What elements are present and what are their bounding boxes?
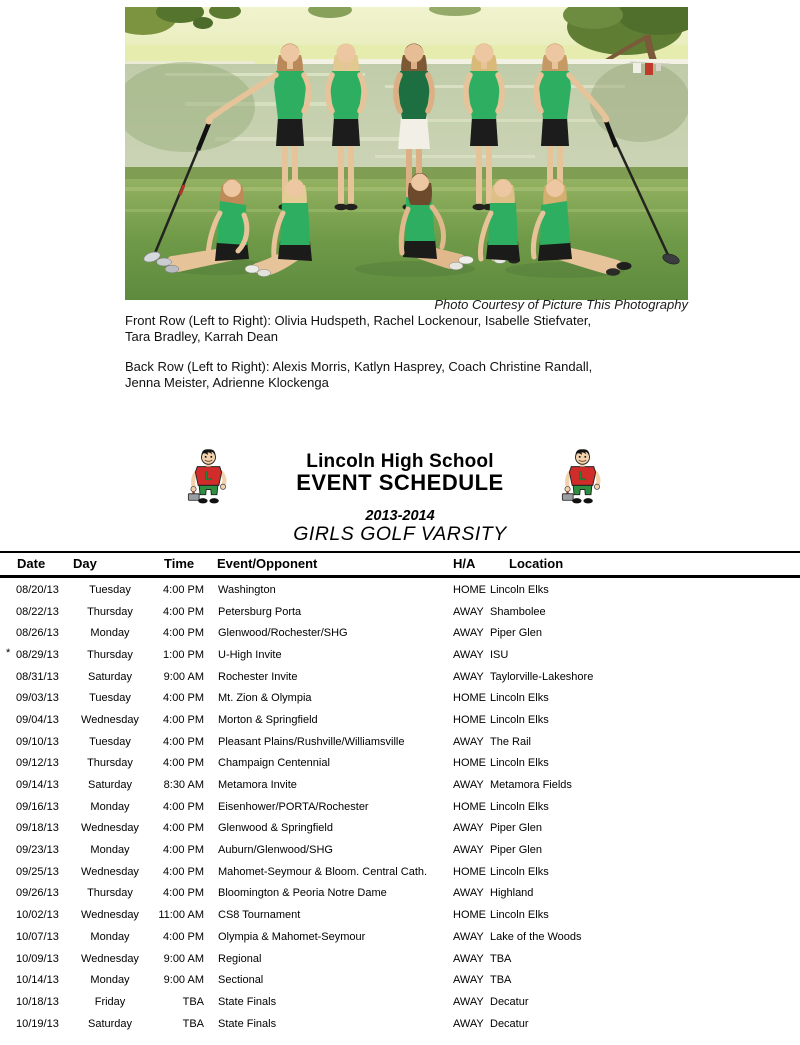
row-time: 4:00 PM <box>163 605 204 618</box>
row-date: 09/03/13 <box>16 692 59 705</box>
row-time: 9:00 AM <box>163 974 204 987</box>
row-location: The Rail <box>490 735 531 748</box>
row-event: State Finals <box>218 995 277 1008</box>
row-time: 4:00 PM <box>163 887 204 900</box>
column-header-date: Date <box>17 556 46 571</box>
column-header-day: Day <box>73 556 97 571</box>
table-row <box>0 904 800 926</box>
row-time: 9:00 AM <box>163 670 204 683</box>
table-row <box>0 818 800 840</box>
season-label: 2013-2014 <box>365 508 435 524</box>
row-event: State Finals <box>218 1017 277 1030</box>
row-date: 10/09/13 <box>16 952 59 965</box>
row-home-away: HOME <box>453 713 486 726</box>
row-location: Lincoln Elks <box>490 713 549 726</box>
table-row <box>0 926 800 948</box>
row-date: 10/19/13 <box>16 1017 59 1030</box>
row-time: 4:00 PM <box>163 627 204 640</box>
row-date: 09/04/13 <box>16 713 59 726</box>
row-day: Tuesday <box>89 583 131 596</box>
row-location: TBA <box>490 974 512 987</box>
row-event: Bloomington & Peoria Notre Dame <box>218 887 387 900</box>
row-day: Thursday <box>87 887 133 900</box>
row-home-away: AWAY <box>453 822 484 835</box>
row-location: Lincoln Elks <box>490 757 549 770</box>
column-header-ha: H/A <box>453 556 476 571</box>
row-date: 08/26/13 <box>16 627 59 640</box>
column-header-location: Location <box>509 556 564 571</box>
row-home-away: HOME <box>453 909 486 922</box>
row-day: Tuesday <box>89 735 131 748</box>
row-time: 4:00 PM <box>163 713 204 726</box>
row-home-away: HOME <box>453 865 486 878</box>
table-row <box>0 601 800 623</box>
row-day: Wednesday <box>81 713 139 726</box>
row-day: Thursday <box>87 757 133 770</box>
team-photo <box>125 7 688 300</box>
row-location: Shambolee <box>490 605 546 618</box>
row-home-away: AWAY <box>453 887 484 900</box>
table-row <box>0 883 800 905</box>
back-row-line2: Jenna Meister, Adrienne Klockenga <box>125 375 329 390</box>
table-row <box>0 666 800 688</box>
row-date: 10/02/13 <box>16 909 59 922</box>
row-location: Piper Glen <box>490 627 542 640</box>
row-location: ISU <box>490 648 509 661</box>
row-event: Metamora Invite <box>218 779 297 792</box>
row-event: Auburn/Glenwood/SHG <box>218 844 333 857</box>
row-day: Wednesday <box>81 909 139 922</box>
column-header-event: Event/Opponent <box>217 556 318 571</box>
row-location: Highland <box>490 887 534 900</box>
row-location: Piper Glen <box>490 844 542 857</box>
table-row <box>0 948 800 970</box>
schedule-table-rows <box>0 579 800 1034</box>
row-event: Sectional <box>218 974 264 987</box>
row-date: 08/29/13 <box>16 648 59 661</box>
table-row <box>0 687 800 709</box>
table-row <box>0 709 800 731</box>
row-home-away: AWAY <box>453 1017 484 1030</box>
front-row-line2: Tara Bradley, Karrah Dean <box>125 329 278 344</box>
row-time: 4:00 PM <box>163 844 204 857</box>
row-home-away: HOME <box>453 583 486 596</box>
row-home-away: AWAY <box>453 627 484 640</box>
row-day: Thursday <box>87 605 133 618</box>
event-schedule-title: EVENT SCHEDULE <box>296 470 504 495</box>
row-home-away: HOME <box>453 800 486 813</box>
row-date: 08/31/13 <box>16 670 59 683</box>
row-day: Saturday <box>87 1017 133 1030</box>
row-date: 09/18/13 <box>16 822 59 835</box>
school-name: Lincoln High School <box>306 451 494 472</box>
row-time: 4:00 PM <box>163 692 204 705</box>
row-date: 09/16/13 <box>16 800 59 813</box>
row-home-away: AWAY <box>453 952 484 965</box>
row-day: Monday <box>90 627 130 640</box>
row-note-asterisk: * <box>6 646 11 659</box>
row-date: 10/14/13 <box>16 974 59 987</box>
row-event: Rochester Invite <box>218 670 298 683</box>
row-time: 4:00 PM <box>163 757 204 770</box>
row-event: Mahomet-Seymour & Bloom. Central Cath. <box>218 865 428 878</box>
table-row <box>0 753 800 775</box>
table-row <box>0 579 800 601</box>
table-row <box>0 991 800 1013</box>
row-day: Saturday <box>87 670 133 683</box>
front-row-caption <box>125 313 685 345</box>
row-time: 4:00 PM <box>163 800 204 813</box>
row-time: 11:00 AM <box>158 909 204 922</box>
row-date: 08/22/13 <box>16 605 59 618</box>
row-time: 4:00 PM <box>163 735 204 748</box>
row-location: Lincoln Elks <box>490 865 549 878</box>
row-time: 8:30 AM <box>163 779 204 792</box>
row-home-away: AWAY <box>453 995 484 1008</box>
row-day: Saturday <box>87 779 133 792</box>
row-date: 09/14/13 <box>16 779 59 792</box>
back-row-line1: Back Row (Left to Right): Alexis Morris, Katlyn Hasprey, Coach Christine Randall, <box>125 359 593 374</box>
table-row <box>0 774 800 796</box>
row-time: 1:00 PM <box>163 648 204 661</box>
row-location: Lake of the Woods <box>490 930 582 943</box>
schedule-table-header <box>0 551 800 578</box>
row-location: Taylorville-Lakeshore <box>490 670 594 683</box>
back-row-caption <box>125 359 685 391</box>
row-time: 4:00 PM <box>163 930 204 943</box>
row-location: Metamora Fields <box>490 779 572 792</box>
table-row <box>0 1013 800 1035</box>
row-home-away: AWAY <box>453 844 484 857</box>
row-event: Petersburg Porta <box>218 605 302 618</box>
row-location: Decatur <box>490 995 529 1008</box>
row-location: Lincoln Elks <box>490 583 549 596</box>
table-row <box>0 731 800 753</box>
row-location: Decatur <box>490 1017 529 1030</box>
team-name: GIRLS GOLF VARSITY <box>293 523 507 545</box>
row-date: 10/07/13 <box>16 930 59 943</box>
table-row <box>0 839 800 861</box>
team-photo-illustration <box>125 7 688 300</box>
row-date: 10/18/13 <box>16 995 59 1008</box>
row-event: Washington <box>218 583 276 596</box>
row-event: Glenwood/Rochester/SHG <box>218 627 348 640</box>
row-home-away: HOME <box>453 692 486 705</box>
row-event: U-High Invite <box>218 648 282 661</box>
row-date: 09/23/13 <box>16 844 59 857</box>
row-time: TBA <box>182 995 204 1008</box>
row-day: Wednesday <box>81 952 139 965</box>
row-time: TBA <box>182 1017 204 1030</box>
row-event: Pleasant Plains/Rushville/Williamsville <box>218 735 405 748</box>
row-location: TBA <box>490 952 512 965</box>
row-home-away: AWAY <box>453 670 484 683</box>
row-date: 09/12/13 <box>16 757 59 770</box>
row-day: Wednesday <box>81 865 139 878</box>
row-event: Glenwood & Springfield <box>218 822 333 835</box>
row-day: Wednesday <box>81 822 139 835</box>
row-event: Mt. Zion & Olympia <box>218 692 312 705</box>
row-location: Lincoln Elks <box>490 692 549 705</box>
row-date: 08/20/13 <box>16 583 59 596</box>
row-location: Lincoln Elks <box>490 909 549 922</box>
column-header-time: Time <box>164 556 195 571</box>
table-row <box>0 969 800 991</box>
row-day: Monday <box>90 930 130 943</box>
row-home-away: HOME <box>453 757 486 770</box>
row-event: Eisenhower/PORTA/Rochester <box>218 800 369 813</box>
row-date: 09/26/13 <box>16 887 59 900</box>
row-time: 4:00 PM <box>163 865 204 878</box>
row-date: 09/10/13 <box>16 735 59 748</box>
row-event: Morton & Springfield <box>218 713 318 726</box>
table-row <box>0 796 800 818</box>
photo-credit: Photo Courtesy of Picture This Photography <box>434 297 688 312</box>
row-home-away: AWAY <box>453 735 484 748</box>
row-home-away: AWAY <box>453 974 484 987</box>
row-event: Regional <box>218 952 262 965</box>
row-day: Tuesday <box>89 692 131 705</box>
front-row-line1: Front Row (Left to Right): Olivia Hudspeth, Rachel Lockenour, Isabelle Stiefvater, <box>125 313 592 328</box>
row-day: Monday <box>90 800 130 813</box>
row-home-away: AWAY <box>453 648 484 661</box>
row-event: Champaign Centennial <box>218 757 330 770</box>
row-day: Thursday <box>87 648 133 661</box>
row-date: 09/25/13 <box>16 865 59 878</box>
table-row <box>0 861 800 883</box>
row-time: 4:00 PM <box>163 583 204 596</box>
row-day: Monday <box>90 974 130 987</box>
row-location: Piper Glen <box>490 822 542 835</box>
table-row <box>0 644 800 666</box>
row-home-away: AWAY <box>453 779 484 792</box>
row-time: 4:00 PM <box>163 822 204 835</box>
table-row <box>0 622 800 644</box>
row-home-away: AWAY <box>453 605 484 618</box>
row-day: Friday <box>94 995 126 1008</box>
row-home-away: AWAY <box>453 930 484 943</box>
row-event: CS8 Tournament <box>218 909 301 922</box>
row-time: 9:00 AM <box>163 952 204 965</box>
row-day: Monday <box>90 844 130 857</box>
row-event: Olympia & Mahomet-Seymour <box>218 930 366 943</box>
row-location: Lincoln Elks <box>490 800 549 813</box>
